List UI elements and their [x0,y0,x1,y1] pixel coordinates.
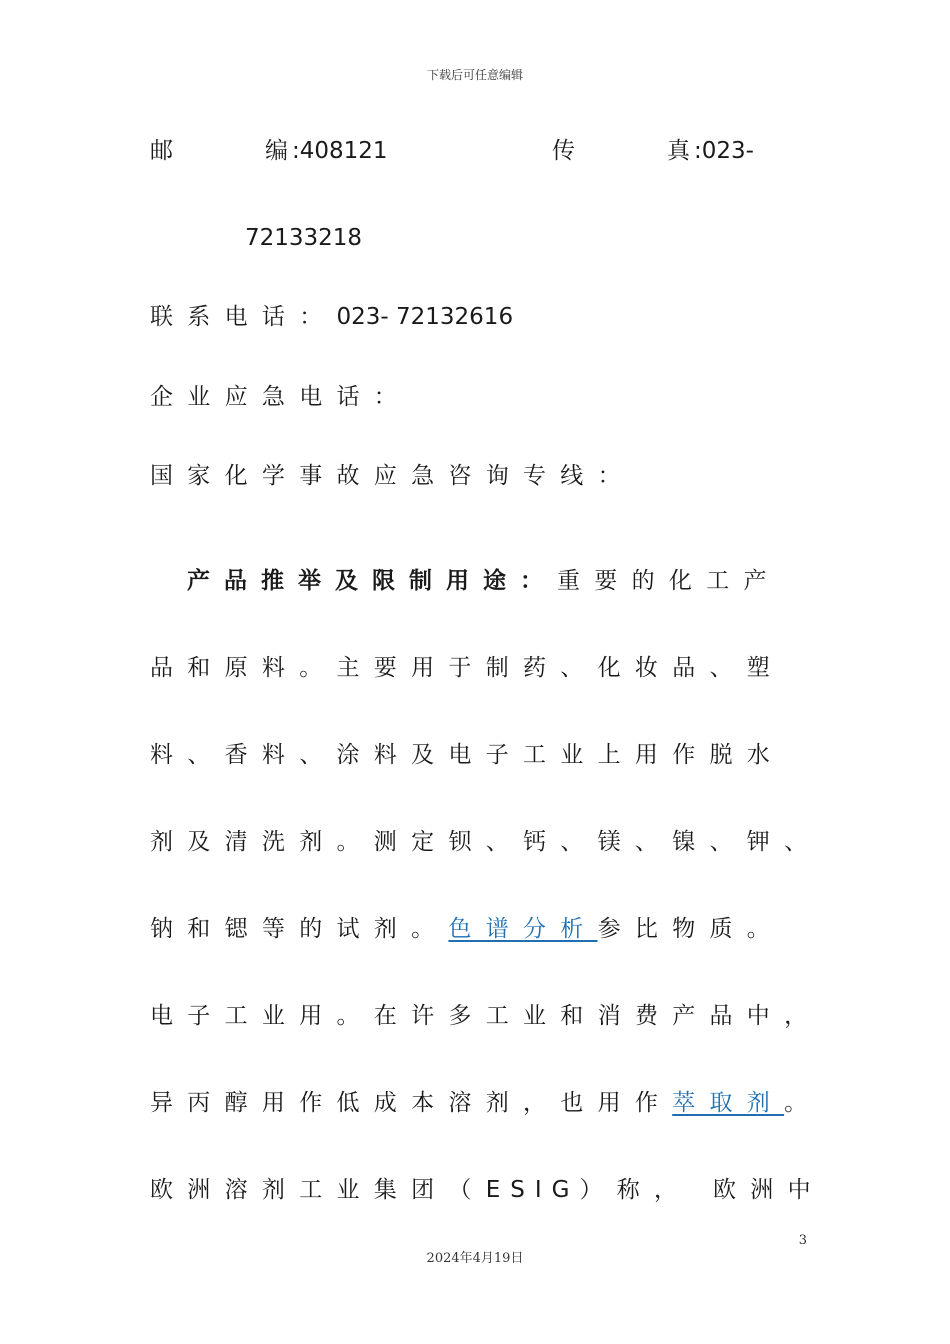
page-number: 3 [798,1233,807,1248]
footer-date: 2024年4月19日 [426,1251,524,1266]
phone-value: 023- 72132616 [336,304,514,330]
header-note: 下载后可任意编辑 [426,68,523,82]
fax-value-part1: :023- [694,138,754,164]
national-hotline-label: 国家化学事故应急咨询专线： [150,463,635,489]
emergency-phone-label: 企业应急电话： [150,384,412,410]
esig-abbreviation: ESIG [485,1177,580,1203]
usage-line-1-text: 重要的化工产 [557,568,781,594]
fax-label-char-2: 真 [667,138,690,164]
usage-line-7-post: 。 [784,1090,808,1116]
chromatography-link[interactable]: 色谱分析 [448,916,598,942]
usage-line-2: 品和原料。主要用于制药、化妆品、塑 [150,655,785,681]
usage-line-6: 电子工业用。在许多工业和消费产品中， [150,1003,822,1029]
usage-line-8 [150,1175,825,1205]
usage-line-5-pre: 钠和锶等的试剂。 [150,916,449,942]
extractant-link[interactable]: 萃取剂 [672,1090,785,1116]
usage-line-7-pre: 异丙醇用作低成本溶剂，也用作 [150,1090,673,1116]
usage-line-5-post: 参比物质。 [597,916,785,942]
usage-line-8-pre: 欧洲溶剂工业集团（ [150,1177,486,1203]
postal-label-char-1: 邮 [150,138,173,164]
postal-code-value: :408121 [292,138,388,164]
postal-label-char-2: 编 [265,138,288,164]
usage-line-5 [150,914,784,944]
phone-label: 联系电话： [150,304,337,330]
usage-line-3: 料、香料、涂料及电子工业上用作脱水 [150,742,785,768]
usage-line-7 [150,1088,807,1118]
fax-value-part2: 72133218 [245,225,363,251]
usage-line-8-post: ）称， 欧洲中 [579,1177,825,1203]
usage-line-1 [187,566,781,596]
fax-label-char-1: 传 [552,138,575,164]
phone-line [150,302,513,332]
usage-line-4: 剂及清洗剂。测定钡、钙、镁、镍、钾、 [150,829,822,855]
usage-heading: 产品推举及限制用途： [187,568,557,594]
